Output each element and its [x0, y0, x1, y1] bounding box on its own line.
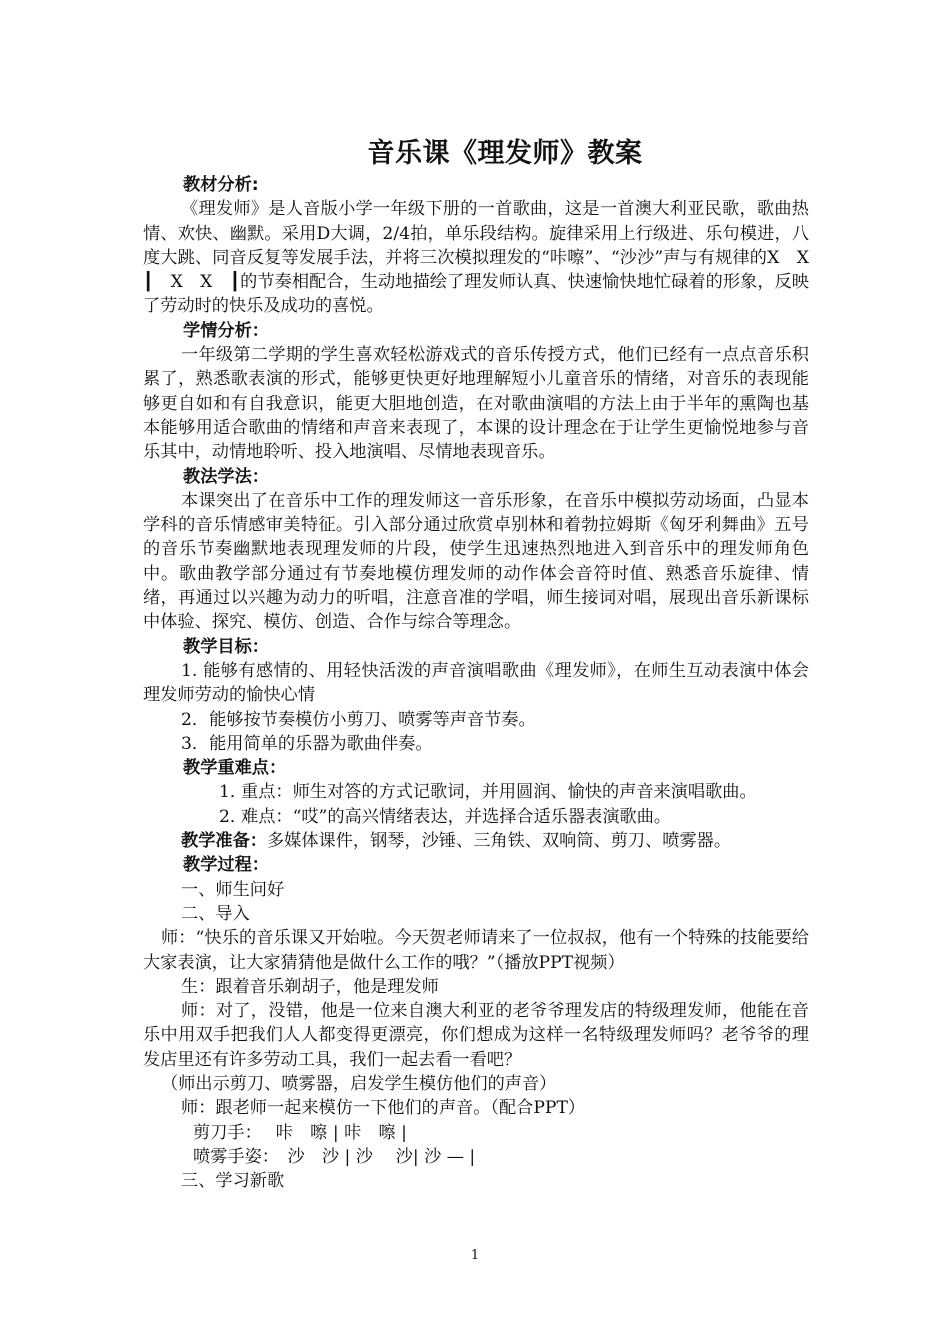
keypoint-number: 2．: [219, 806, 248, 827]
process-line: 三、学习新歌: [181, 1171, 285, 1192]
paragraph-method: 本课突出了在音乐中工作的理发师这一音乐形象，在音乐中模拟劳动场面，凸显本学科的音乐情感审美特征。引入部分通过欣赏卓别林和着勃拉姆斯《匈牙利舞曲》五号的音乐节奏幽默地表现理发师的片段，使学生迅速热烈地进入到音乐中的理发师角色中。歌曲教学部分通过有节奏地模仿理发师的动作体会音符时值、熟悉音乐旋律、情绪，再通过以兴趣为动力的听唱，注意音准的学唱，师生接词对唱，展现出音乐新课标中体验、探究、模仿、创造、合作与综合等理念。: [143, 490, 809, 633]
goal-item: 2．能够按节奏模仿小剪刀、喷雾等声音节奏。: [181, 709, 536, 730]
paragraph-students: 一年级第二学期的学生喜欢轻松游戏式的音乐传授方式，他们已经有一点点音乐积累了，熟悉歌表演的形式，能够更快更好地理解短小儿童音乐的情绪，对音乐的表现能够更自如和有自我意识，能更大胆地创造，在对歌曲演唱的方法上由于半年的熏陶也基本能够用适合歌曲的情绪和声音来表现了，本课的设计理念在于让学生更愉悦地参与音乐其中，动情地聆听、投入地演唱、尽情地表现音乐。: [143, 345, 809, 463]
heading-material: 教材分析:: [183, 175, 259, 195]
process-line: 师：对了，没错，他是一位来自澳大利亚的老爷爷理发店的特级理发师，他能在音乐中用双手把我们人人都变得更漂亮，你们想成为这样一名特级理发师吗？老爷爷的理发店里还有许多劳动工具，我们一起去看一看吧？: [143, 1001, 809, 1070]
page-number: 1: [470, 1248, 480, 1263]
keypoint-text: 重点：师生对答的方式记歌词，并用圆润、愉快的声音来演唱歌曲。: [241, 782, 757, 803]
document-body: [143, 173, 827, 1193]
process-line: 一、师生问好: [181, 879, 285, 900]
prep-line: [143, 829, 809, 853]
keypoint-number: 1．: [219, 782, 248, 803]
process-line: （师出示剪刀、喷雾器，启发学生模仿他们的声音）: [161, 1073, 557, 1094]
process-line: 二、导入: [181, 903, 250, 924]
paragraph-material: 《理发师》是人音版小学一年级下册的一首歌曲，这是一首澳大利亚民歌，歌曲热情、欢快、幽默。采用D大调，2/4拍，单乐段结构。旋律采用上行级进、乐句模进，八度大跳、同音反复等发展手法，并将三次模拟理发的“咔嚓”、“沙沙”声与有规律的X X ┃ X X ┃的节奏相配合，生动地描绘了理发师认真、快速愉快地忙碌着的形象，反映了劳动时的快乐及成功的喜悦。: [143, 199, 827, 317]
heading-goals: 教学目标：: [183, 636, 269, 657]
goal-item: 3．能用简单的乐器为歌曲伴奏。: [181, 733, 433, 754]
keypoint-item: [143, 780, 809, 804]
heading-students: 学情分析：: [183, 320, 269, 341]
process-line: 剪刀手： 咔 嚓 | 咔 嚓 |: [193, 1122, 407, 1143]
heading-prep: 教学准备：: [181, 831, 267, 852]
process-line: 喷雾手姿： 沙 沙 | 沙 沙| 沙 — |: [193, 1146, 476, 1167]
process-line: 生：跟着音乐剃胡子，他是理发师: [181, 976, 439, 997]
heading-method: 教法学法：: [183, 466, 269, 487]
document-title: 音乐课《理发师》教案: [367, 138, 643, 169]
heading-process: 教学过程：: [183, 855, 269, 876]
prep-text: 多媒体课件，钢琴，沙锤、三角铁、双响筒、剪刀、喷雾器。: [266, 831, 732, 852]
keypoint-item: [143, 805, 809, 829]
heading-keypoints: 教学重难点：: [183, 758, 287, 779]
keypoint-text: 难点：“哎”的高兴情绪表达，并选择合适乐器表演歌曲。: [241, 806, 672, 827]
process-line: 师：“快乐的音乐课又开始啦。今天贺老师请来了一位叔叔，他有一个特殊的技能要给大家表演，让大家猜猜他是做什么工作的哦？”（播放PPT视频）: [143, 928, 809, 973]
process-line: 师：跟老师一起来模仿一下他们的声音。（配合PPT）: [181, 1098, 586, 1119]
goal-item: 1. 能够有感情的、用轻快活泼的声音演唱歌曲《理发师》，在师生互动表演中体会理发师劳动的愉快心情: [143, 660, 809, 706]
